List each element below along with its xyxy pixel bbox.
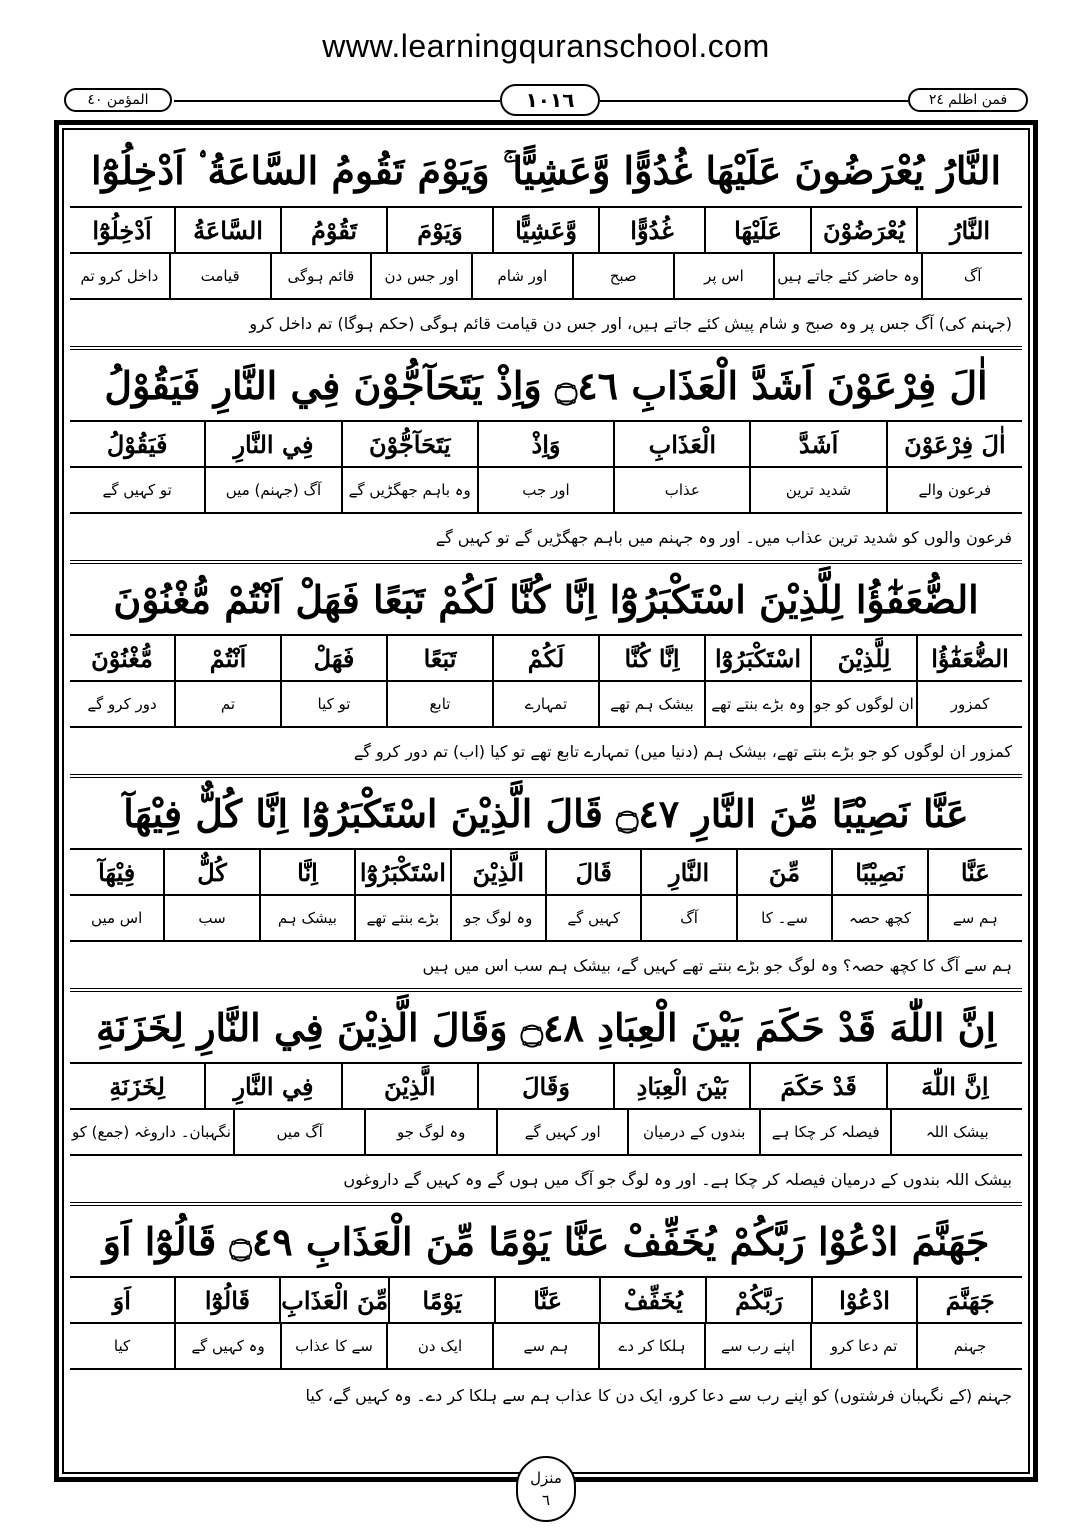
urdu-meaning: فرعون والے <box>886 468 1022 512</box>
urdu-meaning: وہ لوگ جو <box>364 1110 496 1154</box>
arabic-word: اَدْخِلُوْٓا <box>92 215 152 245</box>
word-row <box>70 208 1022 254</box>
arabic-word: الضُّعَفٰٓؤُا <box>916 636 1022 680</box>
urdu-meaning: تمہارے <box>492 682 598 726</box>
arabic-word: فَهَلْ <box>280 636 386 680</box>
urdu-meaning: وہ باہم جھگڑیں گے <box>341 468 477 512</box>
arabic-word: فِيْهَآ <box>98 857 136 887</box>
arabic-word: اٰلَ فِرْعَوْنَ <box>886 422 1022 466</box>
meaning-row <box>70 682 1022 728</box>
arabic-word: عَلَيْهَا <box>704 208 810 252</box>
arabic-word: اَنْتُمْ <box>174 636 280 680</box>
urdu-meaning: فیصلہ کر چکا ہے <box>759 1110 891 1154</box>
arabic-word: غُدُوًّا <box>598 208 704 252</box>
manzil-label: منزل <box>530 1469 562 1487</box>
urdu-meaning: بڑے بنتے تھے <box>354 896 449 940</box>
urdu-meaning: سب <box>163 896 258 940</box>
meaning-row <box>70 254 1022 300</box>
arabic-word: جَهَنَّمَ <box>916 1278 1022 1322</box>
urdu-meaning: صبح <box>572 254 673 298</box>
urdu-meaning: شدید ترین <box>749 468 885 512</box>
urdu-meaning: کچھ حصہ <box>831 896 926 940</box>
arabic-word: يَتَحَآجُّوْنَ <box>341 422 477 466</box>
page-header <box>64 84 1028 118</box>
word-row <box>70 850 1022 896</box>
arabic-word: رَبَّكُمْ <box>705 1278 811 1322</box>
header-rule-right <box>600 100 908 102</box>
urdu-meaning: تو کہیں گے <box>102 481 172 499</box>
urdu-meaning: تو کیا <box>280 682 386 726</box>
arabic-word: اِنَّا كُنَّا <box>598 636 704 680</box>
urdu-meaning: آگ میں <box>233 1110 365 1154</box>
arabic-word: مِّنَ <box>736 850 831 894</box>
arabic-word: قَالَ <box>545 850 640 894</box>
word-row <box>70 1064 1022 1110</box>
manzil-number: ٦ <box>541 1491 551 1509</box>
arabic-word: كُلٌّ <box>163 850 258 894</box>
urdu-meaning: ہم سے <box>492 1324 598 1368</box>
arabic-word: عَنَّا <box>927 850 1022 894</box>
arabic-word: يُعْرَضُوْنَ <box>810 208 916 252</box>
word-row <box>70 636 1022 682</box>
arabic-word: ادْعُوْا <box>811 1278 917 1322</box>
quran-content <box>70 136 1022 1466</box>
word-row <box>70 1278 1022 1324</box>
urdu-translation: بیشک اللہ بندوں کے درمیان فیصلہ کر چکا ہے۔ اور وہ لوگ جو آگ میں ہوں گے وہ کہیں گے داروغوں <box>70 1156 1022 1206</box>
arabic-verse: اِنَّ اللّٰهَ قَدْ حَكَمَ بَيْنَ الْعِبَادِ ۝٤٨ وَقَالَ الَّذِيْنَ فِي النَّارِ لِخَزَنَةِ <box>70 992 1022 1064</box>
verse-section <box>70 778 1022 992</box>
arabic-word: لَكُمْ <box>492 636 598 680</box>
urdu-meaning: اور کہیں گے <box>496 1110 628 1154</box>
urdu-meaning: کہیں گے <box>545 896 640 940</box>
verse-section <box>70 350 1022 564</box>
urdu-meaning: بیشک اللہ <box>890 1110 1022 1154</box>
urdu-translation: (جہنم کی) آگ جس پر وہ صبح و شام پیش کئے جاتے ہیں، اور جس دن قیامت قائم ہوگی (حکم ہوگا) تم داخل کرو <box>70 300 1022 350</box>
urdu-meaning: وہ لوگ جو <box>450 896 545 940</box>
urdu-meaning: ایک دن <box>386 1324 492 1368</box>
urdu-meaning: سے۔ کا <box>736 896 831 940</box>
arabic-word: قَدْ حَكَمَ <box>749 1064 885 1108</box>
arabic-word: الْعَذَابِ <box>613 422 749 466</box>
urdu-meaning: بیشک ہم تھے <box>598 682 704 726</box>
urdu-meaning: وہ بڑے بنتے تھے <box>704 682 810 726</box>
urdu-meaning: دور کرو گے <box>87 695 157 713</box>
arabic-word: فِي النَّارِ <box>204 1064 340 1108</box>
arabic-word: نَصِيْبًا <box>831 850 926 894</box>
urdu-meaning: اور جب <box>477 468 613 512</box>
urdu-meaning: آگ <box>640 896 735 940</box>
arabic-word: قَالُوْٓا <box>174 1278 280 1322</box>
arabic-word: فِي النَّارِ <box>204 422 340 466</box>
arabic-word: وَّعَشِيًّا <box>492 208 598 252</box>
arabic-word: اِنَّ اللّٰهَ <box>886 1064 1022 1108</box>
arabic-word: اِنَّا <box>259 850 354 894</box>
urdu-meaning: بندوں کے درمیان <box>627 1110 759 1154</box>
verse-section <box>70 564 1022 778</box>
surah-name: المؤمن ٤٠ <box>64 88 172 112</box>
arabic-word: اسْتَكْبَرُوْٓا <box>704 636 810 680</box>
urdu-meaning: ہم سے <box>927 896 1022 940</box>
urdu-translation: جہنم (کے نگہبان فرشتوں) کو اپنے رب سے دعا کرو، ایک دن کا عذاب ہم سے ہلکا کر دے۔ وہ کہیں گے، کیا <box>305 1385 1012 1405</box>
arabic-word: فَيَقُوْلُ <box>106 429 168 459</box>
urdu-meaning: آگ (جہنم) میں <box>204 468 340 512</box>
page-number: ١٠١٦ <box>500 84 600 116</box>
urdu-meaning: اور جس دن <box>370 254 471 298</box>
urdu-meaning: آگ <box>921 254 1022 298</box>
urdu-translation: کمزور ان لوگوں کو جو بڑے بنتے تھے، بیشک ہم (دنیا میں) تمہارے تابع تھے تو کیا (اب) تم دور کرو گے <box>70 728 1022 778</box>
arabic-word: النَّارُ <box>916 208 1022 252</box>
arabic-word: تَقُوْمُ <box>280 208 386 252</box>
urdu-meaning: اور شام <box>471 254 572 298</box>
urdu-meaning: ہلکا کر دے <box>598 1324 704 1368</box>
urdu-meaning: تم <box>174 682 280 726</box>
urdu-meaning: تم دعا کرو <box>810 1324 916 1368</box>
arabic-verse: اٰلَ فِرْعَوْنَ اَشَدَّ الْعَذَابِ ۝٤٦ وَاِذْ يَتَحَآجُّوْنَ فِي النَّارِ فَيَقُوْلُ <box>70 350 1022 422</box>
manzil-badge <box>516 1456 576 1522</box>
arabic-verse: عَنَّا نَصِيْبًا مِّنَ النَّارِ ۝٤٧ قَالَ الَّذِيْنَ اسْتَكْبَرُوْٓا اِنَّا كُلٌّ فِيْهَآ <box>70 778 1022 850</box>
urdu-meaning: کیا <box>113 1337 131 1355</box>
urdu-meaning: نگہبان۔ داروغہ (جمع) کو <box>71 1123 231 1141</box>
arabic-verse: جَهَنَّمَ ادْعُوْا رَبَّكُمْ يُخَفِّفْ عَنَّا يَوْمًا مِّنَ الْعَذَابِ ۝٤٩ قَالُوْٓا اَوَ <box>70 1206 1022 1278</box>
meaning-row <box>70 1324 1022 1370</box>
arabic-word: وَقَالَ <box>477 1064 613 1108</box>
urdu-meaning: جہنم <box>916 1324 1022 1368</box>
urdu-meaning: اپنے رب سے <box>704 1324 810 1368</box>
arabic-word: بَيْنَ الْعِبَادِ <box>613 1064 749 1108</box>
arabic-word: وَيَوْمَ <box>386 208 492 252</box>
arabic-verse: الضُّعَفٰٓؤُا لِلَّذِيْنَ اسْتَكْبَرُوْٓا اِنَّا كُنَّا لَكُمْ تَبَعًا فَهَلْ اَنْتُمْ مُّغْنُوْنَ <box>70 564 1022 636</box>
arabic-word: يَوْمًا <box>388 1278 494 1322</box>
urdu-meaning: ان لوگوں کو جو <box>810 682 916 726</box>
arabic-word: لِلَّذِيْنَ <box>810 636 916 680</box>
urdu-meaning: سے کا عذاب <box>280 1324 386 1368</box>
urdu-meaning: تابع <box>386 682 492 726</box>
word-row <box>70 422 1022 468</box>
urdu-translation: ہم سے آگ کا کچھ حصہ؟ وہ لوگ جو بڑے بنتے تھے کہیں گے، بیشک ہم سب اس میں ہیں <box>70 942 1022 992</box>
site-url[interactable]: www.learningquranschool.com <box>322 28 770 64</box>
urdu-meaning: داخل کرو تم <box>80 267 159 285</box>
arabic-word: السَّاعَةُ <box>174 208 280 252</box>
arabic-word: الَّذِيْنَ <box>341 1064 477 1108</box>
urdu-meaning: عذاب <box>613 468 749 512</box>
header-rule-left <box>174 100 500 102</box>
arabic-word: مُّغْنُوْنَ <box>91 643 153 673</box>
arabic-word: اسْتَكْبَرُوْٓا <box>354 850 449 894</box>
arabic-verse: النَّارُ يُعْرَضُونَ عَلَيْهَا غُدُوًّا وَّعَشِيًّا ۚ وَيَوْمَ تَقُومُ السَّاعَةُ ۟ اَدْخِلُوْٓا <box>70 136 1022 208</box>
verse-section <box>70 992 1022 1206</box>
verse-section <box>70 1206 1022 1420</box>
urdu-meaning: کمزور <box>916 682 1022 726</box>
arabic-word: مِّنَ الْعَذَابِ <box>279 1278 388 1322</box>
para-name: فمن اظلم ٢٤ <box>908 88 1028 112</box>
urdu-translation: فرعون والوں کو شدید ترین عذاب میں۔ اور وہ جہنم میں باہم جھگڑیں گے تو کہیں گے <box>70 514 1022 564</box>
meaning-row <box>70 896 1022 942</box>
arabic-word: الَّذِيْنَ <box>450 850 545 894</box>
arabic-word: عَنَّا <box>494 1278 600 1322</box>
meaning-row <box>70 1110 1022 1156</box>
arabic-word: تَبَعًا <box>386 636 492 680</box>
urdu-meaning: اس پر <box>673 254 774 298</box>
arabic-word: وَاِذْ <box>477 422 613 466</box>
arabic-word: يُخَفِّفْ <box>599 1278 705 1322</box>
urdu-meaning: قائم ہوگی <box>270 254 371 298</box>
urdu-meaning: اس میں <box>91 909 143 927</box>
arabic-word: اَشَدَّ <box>749 422 885 466</box>
urdu-meaning: وہ حاضر کئے جاتے ہیں <box>773 254 921 298</box>
meaning-row <box>70 468 1022 514</box>
arabic-word: النَّارِ <box>640 850 735 894</box>
arabic-word: لِخَزَنَةِ <box>109 1071 165 1101</box>
urdu-meaning: قیامت <box>169 254 270 298</box>
arabic-word: اَوَ <box>112 1285 131 1315</box>
urdu-meaning: وہ کہیں گے <box>174 1324 280 1368</box>
verse-section <box>70 136 1022 350</box>
urdu-meaning: بیشک ہم <box>259 896 354 940</box>
